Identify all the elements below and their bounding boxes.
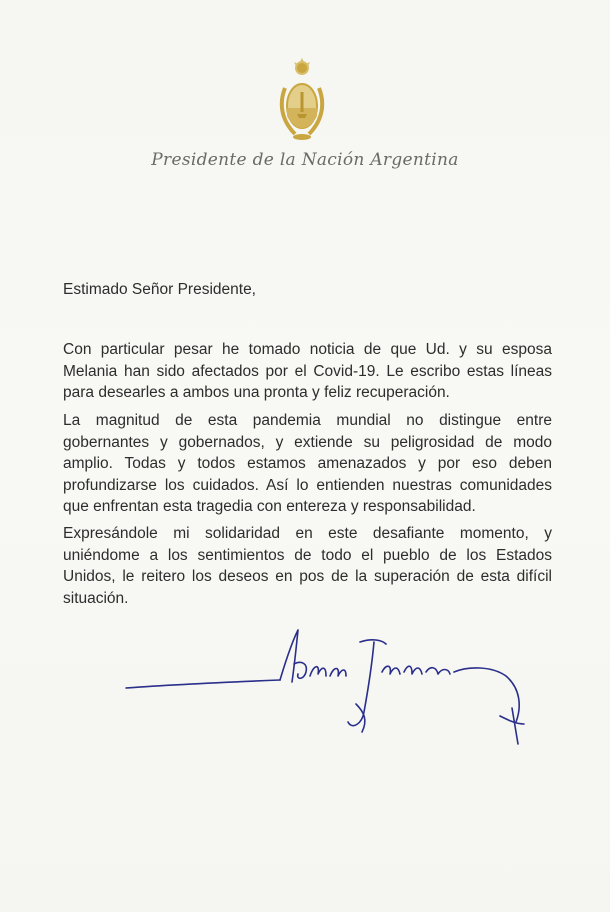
letterhead-title: Presidente de la Nación Argentina xyxy=(151,150,459,170)
paragraph-2: La magnitud de esta pandemia mundial no distingue entre gobernantes y gobernados, y extiende su peligrosidad de modo amplio. Todas y todos estamos amenazados y por eso deben profundizarse los cuidados. Así lo entienden nuestras comunidades que enfrentan esta tragedia con entereza y responsabilidad. xyxy=(63,412,552,515)
paragraph-3: Expresándole mi solidaridad en este desafiante momento, y uniéndome a los sentimientos de todo el pueblo de los Estados Unidos, le reitero los deseos en pos de la superación de esta difícil situación. xyxy=(63,525,552,607)
salutation: Estimado Señor Presidente, xyxy=(63,281,256,298)
coat-of-arms-icon xyxy=(277,58,327,142)
paragraph-1: Con particular pesar he tomado noticia de que Ud. y su esposa Melania han sido afectados por el Covid-19. Le escribo estas líneas para desearles a ambos una pronta y feliz recuperación. xyxy=(63,341,552,401)
handwritten-signature xyxy=(120,620,540,750)
